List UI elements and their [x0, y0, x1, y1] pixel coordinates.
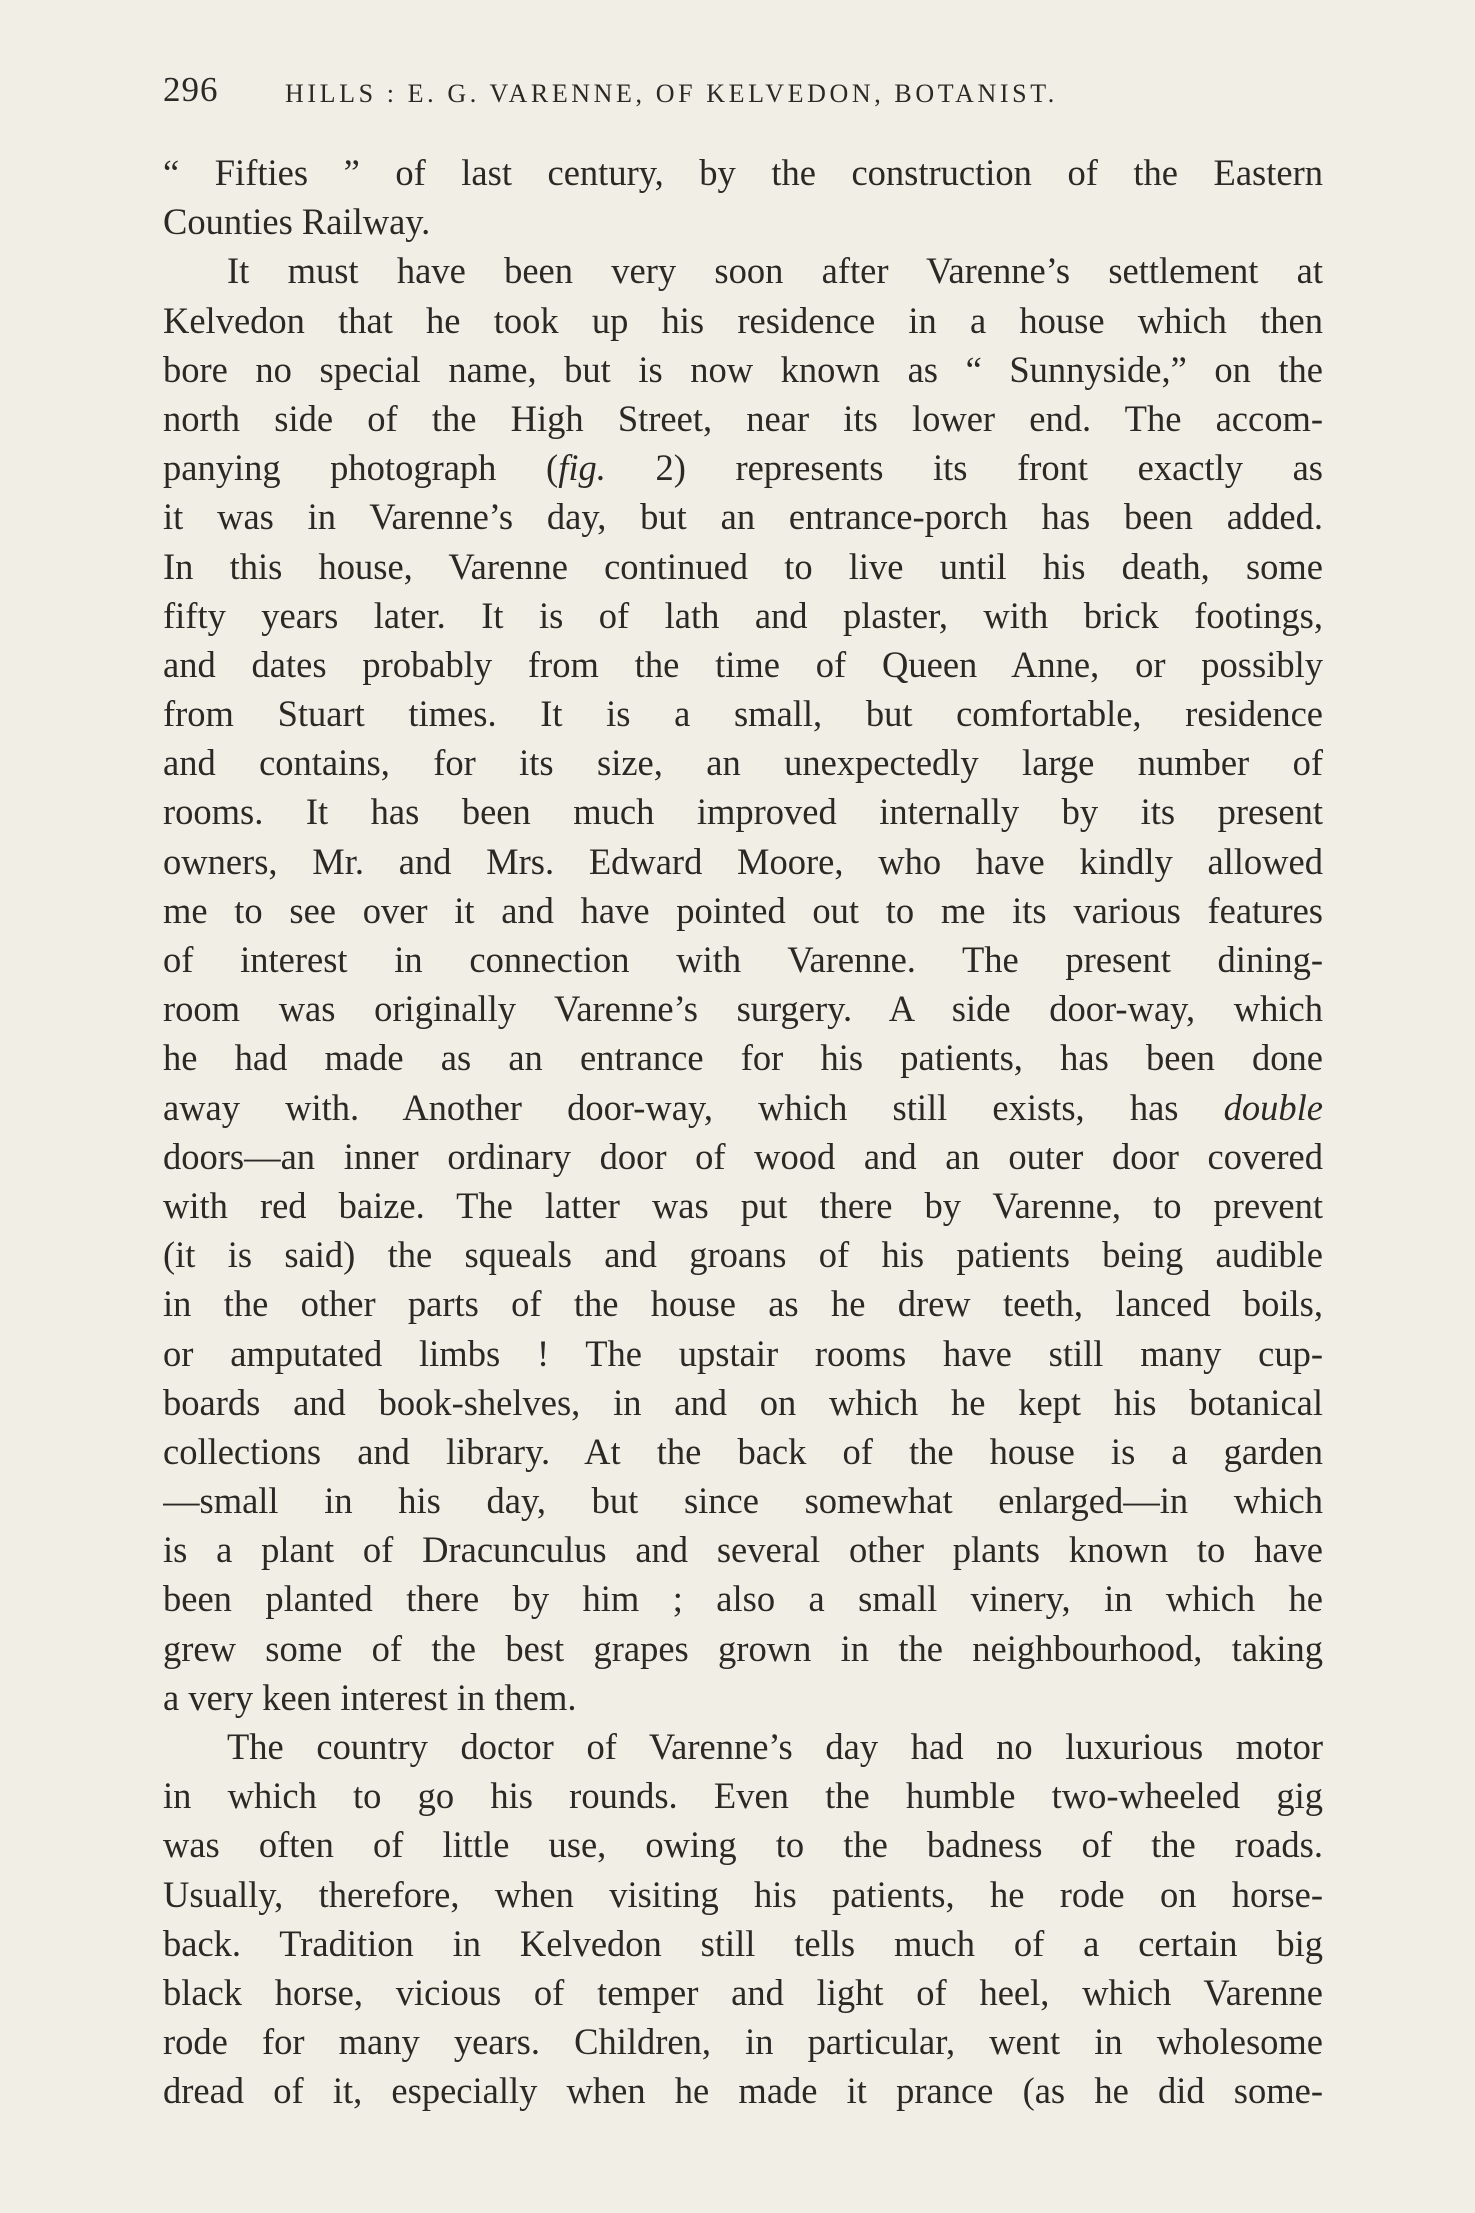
text-line-23: (it is said) the squeals and groans of his patients being audible — [163, 1234, 1323, 1276]
text-line-3: It must have been very soon after Varenne’s settlement at — [227, 250, 1323, 292]
text-line-39: rode for many years. Children, in particular, went in wholesome — [163, 2021, 1323, 2063]
running-title: HILLS : E. G. VARENNE, OF KELVEDON, BOTANIST. — [285, 79, 1058, 108]
running-head — [163, 70, 1328, 122]
fig-reference: fig. — [558, 447, 606, 489]
text-line-30: been planted there by him ; also a small vinery, in which he — [163, 1578, 1323, 1620]
text-line-40: dread of it, especially when he made it prance (as he did some- — [163, 2070, 1323, 2112]
text-line-37: back. Tradition in Kelvedon still tells much of a certain big — [163, 1922, 1323, 1964]
text-line-7 — [163, 443, 1323, 492]
text-line-22: with red baize. The latter was put there by Varenne, to prevent — [163, 1184, 1323, 1226]
text-line-33: The country doctor of Varenne’s day had no luxurious motor — [227, 1726, 1323, 1767]
text-line-6: north side of the High Street, near its lower end. The accom- — [163, 397, 1323, 439]
text-line-20-start: away with. Another door-way, which still exists, has — [163, 1086, 1224, 1128]
text-line-2: Counties Railway. — [163, 201, 431, 243]
text-line-28: —small in his day, but since somewhat enlarged—in which — [163, 1480, 1323, 1522]
text-line-32: a very keen interest in them. — [163, 1676, 577, 1718]
text-line-9: In this house, Varenne continued to live until his death, some — [163, 545, 1323, 587]
body-text — [163, 148, 1323, 2116]
text-line-11: and dates probably from the time of Queen Anne, or possibly — [163, 643, 1323, 685]
text-line-31: grew some of the best grapes grown in the neighbourhood, taking — [163, 1627, 1323, 1669]
text-line-10: fifty years later. It is of lath and plaster, with brick footings, — [163, 594, 1323, 636]
text-line-14: rooms. It has been much improved internally by its present — [163, 791, 1323, 833]
text-line-19: he had made as an entrance for his patients, has been done — [163, 1037, 1323, 1079]
text-line-38: black horse, vicious of temper and light of heel, which Varenne — [163, 1971, 1323, 2013]
text-line-15: owners, Mr. and Mrs. Edward Moore, who have kindly allowed — [163, 840, 1323, 882]
text-line-27: collections and library. At the back of the house is a garden — [163, 1430, 1323, 1472]
text-line-34: in which to go his rounds. Even the humble two-wheeled gig — [163, 1775, 1323, 1817]
text-line-8: it was in Varenne’s day, but an entrance-porch has been added. — [163, 496, 1323, 538]
text-line-5: bore no special name, but is now known as “ Sunnyside,” on the — [163, 348, 1323, 390]
text-line-26: boards and book-shelves, in and on which he kept his botanical — [163, 1381, 1323, 1423]
text-line-7-start: panying photograph ( — [163, 447, 559, 489]
text-line-1: “ Fifties ” of last century, by the construction of the Eastern — [163, 152, 1323, 193]
text-line-4: Kelvedon that he took up his residence in a house which then — [163, 299, 1323, 341]
text-line-20 — [163, 1083, 1323, 1132]
text-line-16: me to see over it and have pointed out to me its various features — [163, 889, 1323, 931]
page-number: 296 — [163, 70, 219, 109]
text-line-18: room was originally Varenne’s surgery. A side door-way, which — [163, 988, 1323, 1030]
text-line-24: in the other parts of the house as he drew teeth, lanced boils, — [163, 1283, 1323, 1325]
text-line-36: Usually, therefore, when visiting his patients, he rode on horse- — [163, 1873, 1323, 1915]
text-line-35: was often of little use, owing to the badness of the roads. — [163, 1824, 1323, 1866]
text-line-25: or amputated limbs ! The upstair rooms have still many cup- — [163, 1332, 1323, 1374]
text-line-13: and contains, for its size, an unexpectedly large number of — [163, 742, 1323, 784]
text-line-7-end: 2) represents its front exactly as — [605, 447, 1323, 489]
text-line-21: doors—an inner ordinary door of wood and an outer door covered — [163, 1135, 1323, 1177]
text-line-29: is a plant of Dracunculus and several other plants known to have — [163, 1529, 1323, 1571]
text-line-17: of interest in connection with Varenne. The present dining- — [163, 939, 1323, 980]
italic-double: double — [1223, 1086, 1323, 1128]
text-line-12: from Stuart times. It is a small, but comfortable, residence — [163, 693, 1323, 735]
